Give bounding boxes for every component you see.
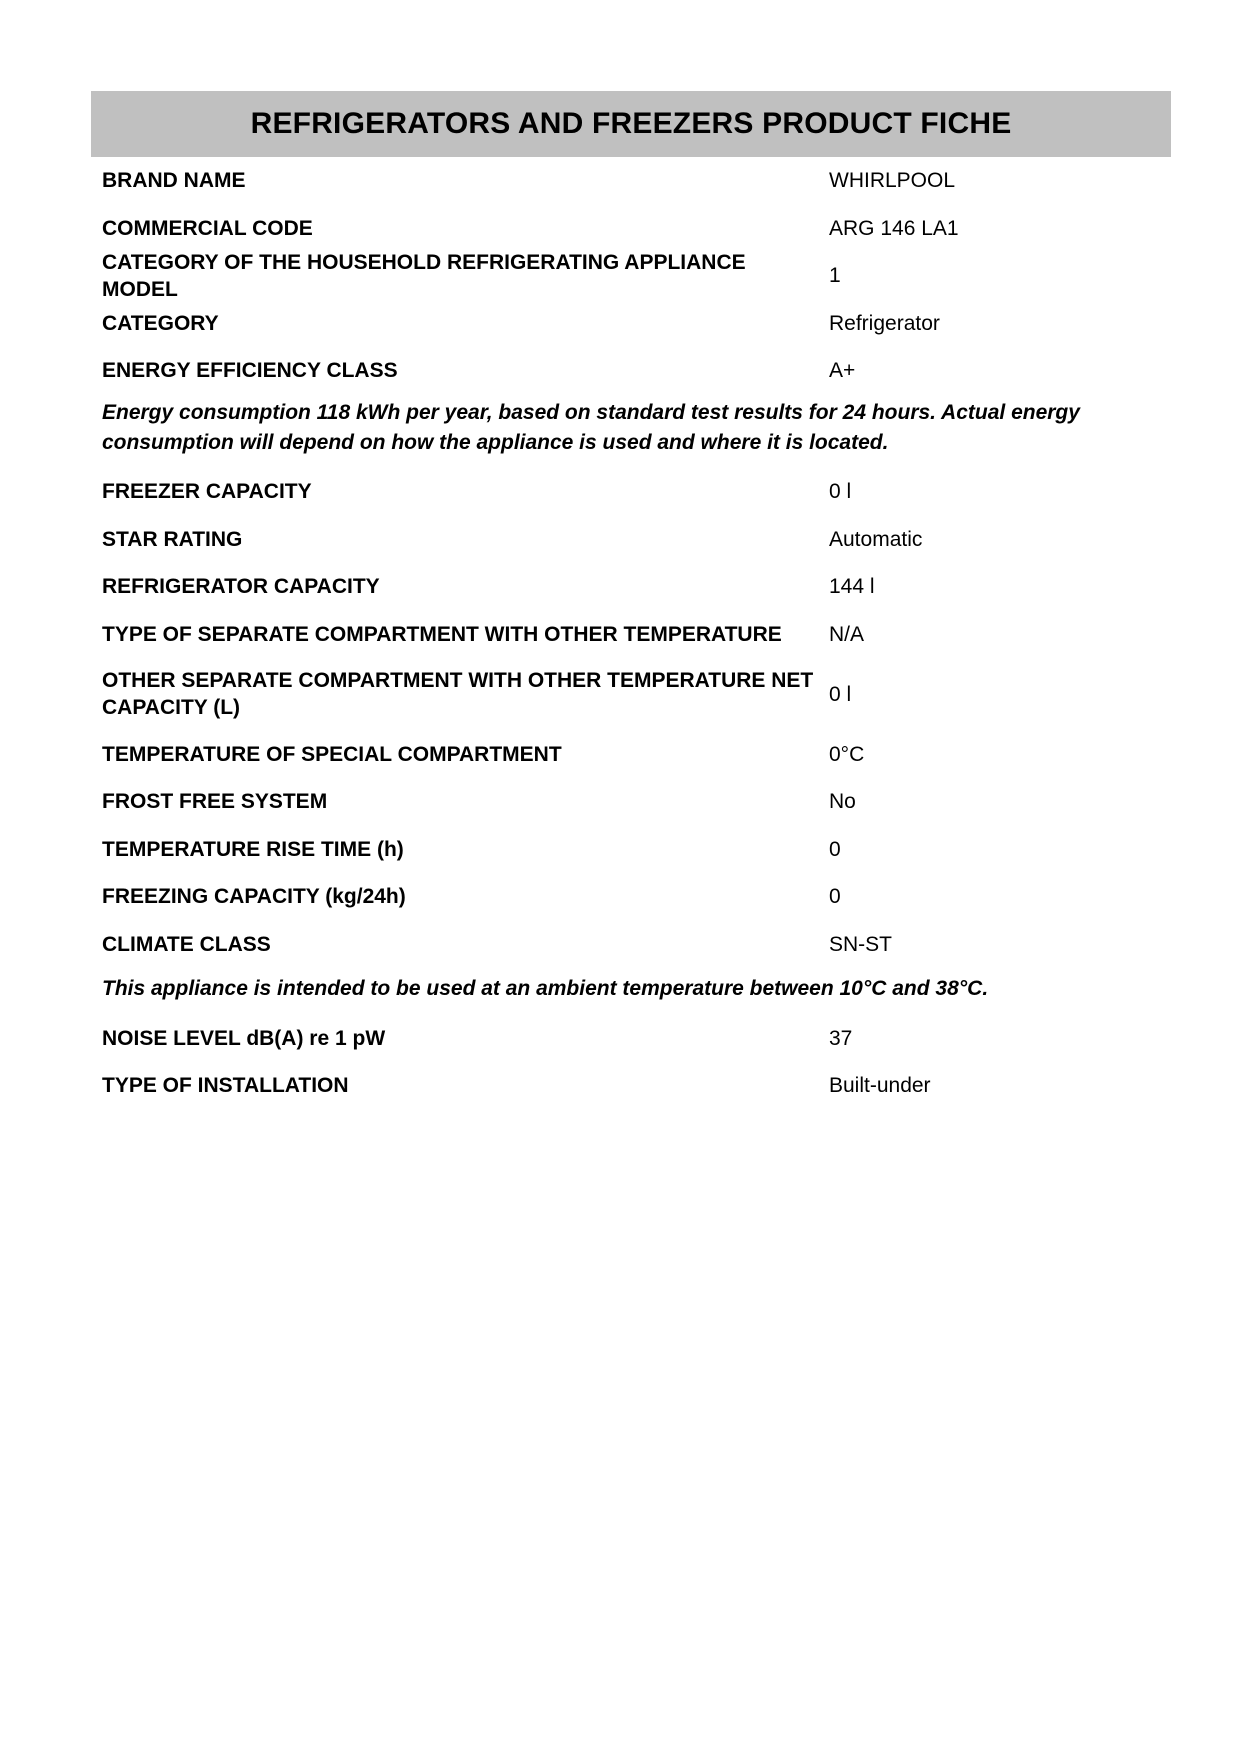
row-separate-compartment-type (102, 610, 1171, 658)
row-category (102, 299, 1171, 347)
row-value: 0 l (829, 682, 852, 706)
row-frost-free-system (102, 778, 1171, 825)
fiche-rows (91, 157, 1171, 1109)
row-label: CLIMATE CLASS (102, 932, 271, 956)
row-star-rating (102, 515, 1171, 563)
row-label: ENERGY EFFICIENCY CLASS (102, 359, 398, 382)
page-title: REFRIGERATORS AND FREEZERS PRODUCT FICHE (250, 107, 1012, 140)
row-energy-efficiency-class (102, 347, 1171, 394)
product-fiche (91, 91, 1171, 1109)
title-bar (91, 91, 1171, 157)
row-value: 0°C (829, 742, 865, 766)
row-label: TEMPERATURE OF SPECIAL COMPARTMENT (102, 742, 562, 766)
row-value: 144 l (829, 575, 875, 598)
row-label: STAR RATING (102, 527, 243, 551)
row-refrigerator-capacity (102, 563, 1171, 610)
row-freezing-capacity (102, 873, 1171, 920)
row-value: ARG 146 LA1 (829, 216, 959, 240)
row-value: 1 (829, 264, 841, 287)
row-label: BRAND NAME (102, 169, 246, 192)
row-brand-name (102, 157, 1171, 204)
row-value: No (829, 790, 856, 813)
row-label: TEMPERATURE RISE TIME (h) (102, 837, 404, 861)
row-label: OTHER SEPARATE COMPARTMENT WITH OTHER TEMPERATURE NET CAPACITY (L) (102, 669, 814, 719)
row-value: A+ (829, 359, 856, 382)
row-label: COMMERCIAL CODE (102, 216, 313, 240)
row-appliance-model-category (102, 252, 1171, 299)
row-label: FREEZING CAPACITY (kg/24h) (102, 885, 406, 908)
row-label: FREEZER CAPACITY (102, 480, 312, 503)
row-value: WHIRLPOOL (829, 169, 956, 192)
row-label: CATEGORY (102, 311, 219, 335)
row-installation-type (102, 1062, 1171, 1109)
row-value: SN-ST (829, 932, 892, 956)
row-climate-class (102, 920, 1171, 968)
row-value: 37 (829, 1026, 853, 1050)
row-separate-compartment-capacity (102, 658, 1171, 730)
row-label: TYPE OF SEPARATE COMPARTMENT WITH OTHER TEMPERATURE (102, 622, 782, 646)
row-label: CATEGORY OF THE HOUSEHOLD REFRIGERATING APPLIANCE MODEL (102, 250, 746, 301)
row-noise-level (102, 1014, 1171, 1062)
row-value: Built-under (829, 1074, 931, 1097)
row-label: FROST FREE SYSTEM (102, 790, 328, 813)
energy-consumption-note: Energy consumption 118 kWh per year, based on standard test results for 24 hours. Actual energy consumption will depend on how the appliance is used and where it is located. (102, 401, 1080, 454)
row-special-compartment-temperature (102, 730, 1171, 778)
row-label: REFRIGERATOR CAPACITY (102, 575, 380, 598)
row-label: TYPE OF INSTALLATION (102, 1074, 349, 1097)
ambient-temperature-note: This appliance is intended to be used at an ambient temperature between 10°C and 38°C. (102, 977, 989, 1000)
row-value: Refrigerator (829, 311, 940, 335)
row-commercial-code (102, 204, 1171, 252)
row-value: Automatic (829, 527, 923, 551)
row-value: 0 (829, 837, 841, 861)
row-freezer-capacity (102, 468, 1171, 515)
row-temperature-rise-time (102, 825, 1171, 873)
row-label: NOISE LEVEL dB(A) re 1 pW (102, 1026, 386, 1050)
row-value: 0 l (829, 480, 852, 503)
row-value: 0 (829, 885, 841, 908)
row-value: N/A (829, 622, 865, 646)
